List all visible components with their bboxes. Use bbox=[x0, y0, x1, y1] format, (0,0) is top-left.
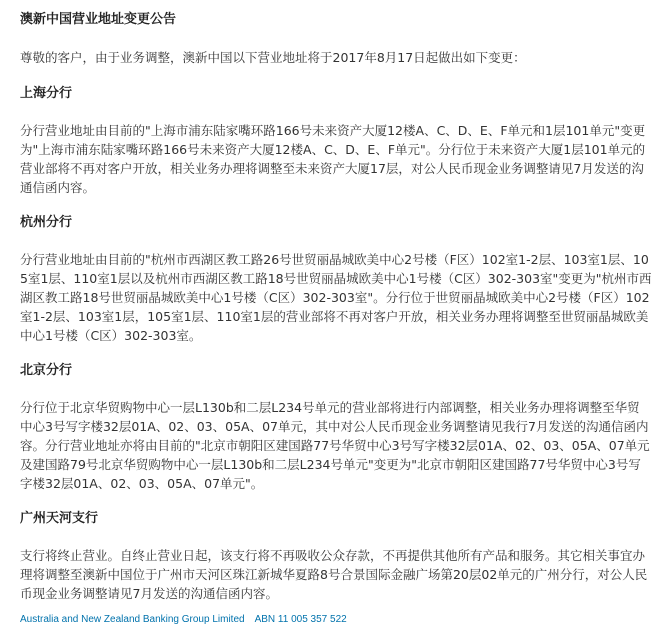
section-body-guangzhou-tianhe: 支行将终止营业。自终止营业日起，该支行将不再吸收公众存款，不再提供其他所有产品和服务。其它相关事宜办理将调整至澳新中国位于广州市天河区珠江新城华夏路8号合景国际金融广场第20层02单元的广州分行，对公人民币现金业务调整请见7月发送的沟通信函内容。 bbox=[20, 548, 648, 601]
footer-abn: ABN 11 005 357 522 bbox=[254, 614, 347, 625]
section-heading-shanghai: 上海分行 bbox=[20, 86, 73, 101]
footer bbox=[20, 614, 347, 626]
footer-company-name: Australia and New Zealand Banking Group Limited bbox=[20, 614, 245, 625]
section-body-beijing: 分行位于北京华贸购物中心一层L130b和二层L234号单元的营业部将进行内部调整，相关业务办理将调整至华贸中心3号写字楼32层01A、02、03、05A、07单元，其中对公人民币现金业务调整请见我行7月发送的沟通信函内容。分行营业地址亦将由目前的"北京市朝阳区建国路77号华贸中心3号写字楼32层01A、02、03、05A、07单元及建国路79号北京华贸购物中心一层L130b和二层L234号单元"变更为"北京市朝阳区建国路77号华贸中心3号写字楼32层01A、02、03、05A、07单元"。 bbox=[20, 400, 650, 491]
section-heading-hangzhou: 杭州分行 bbox=[20, 215, 73, 230]
section-body-hangzhou: 分行营业地址由目前的"杭州市西湖区教工路26号世贸丽晶城欧美中心2号楼（F区）102室1-2层、103室1层、105室1层、110室1层以及杭州市西湖区教工路18号世贸丽晶城欧美中心1号楼（C区）302-303室"变更为"杭州市西湖区教工路18号世贸丽晶城欧美中心1号楼（C区）302-303室"。分行位于世贸丽晶城欧美中心2号楼（F区）102室1-2层、103室1层，105室1层、110室1层的营业部将不再对客户开放，相关业务办理将调整至世贸丽晶城欧美中心1号楼（C区）302-303室。 bbox=[20, 252, 652, 343]
page-title: 澳新中国营业地址变更公告 bbox=[20, 12, 177, 27]
intro-paragraph: 尊敬的客户，由于业务调整，澳新中国以下营业地址将于2017年8月17日起做出如下变更： bbox=[20, 50, 526, 65]
section-heading-beijing: 北京分行 bbox=[20, 363, 73, 378]
notice-document bbox=[20, 10, 652, 603]
section-body-shanghai: 分行营业地址由目前的"上海市浦东陆家嘴环路166号未来资产大厦12楼A、C、D、E、F单元和1层101单元"变更为"上海市浦东陆家嘴环路166号未来资产大厦12楼A、C、D、E、F单元"。分行位于未来资产大厦1层101单元的营业部将不再对客户开放，相关业务办理将调整至未来资产大厦17层，对公人民币现金业务调整请见7月发送的沟通信函内容。 bbox=[20, 123, 646, 195]
section-heading-guangzhou-tianhe: 广州天河支行 bbox=[20, 511, 99, 526]
